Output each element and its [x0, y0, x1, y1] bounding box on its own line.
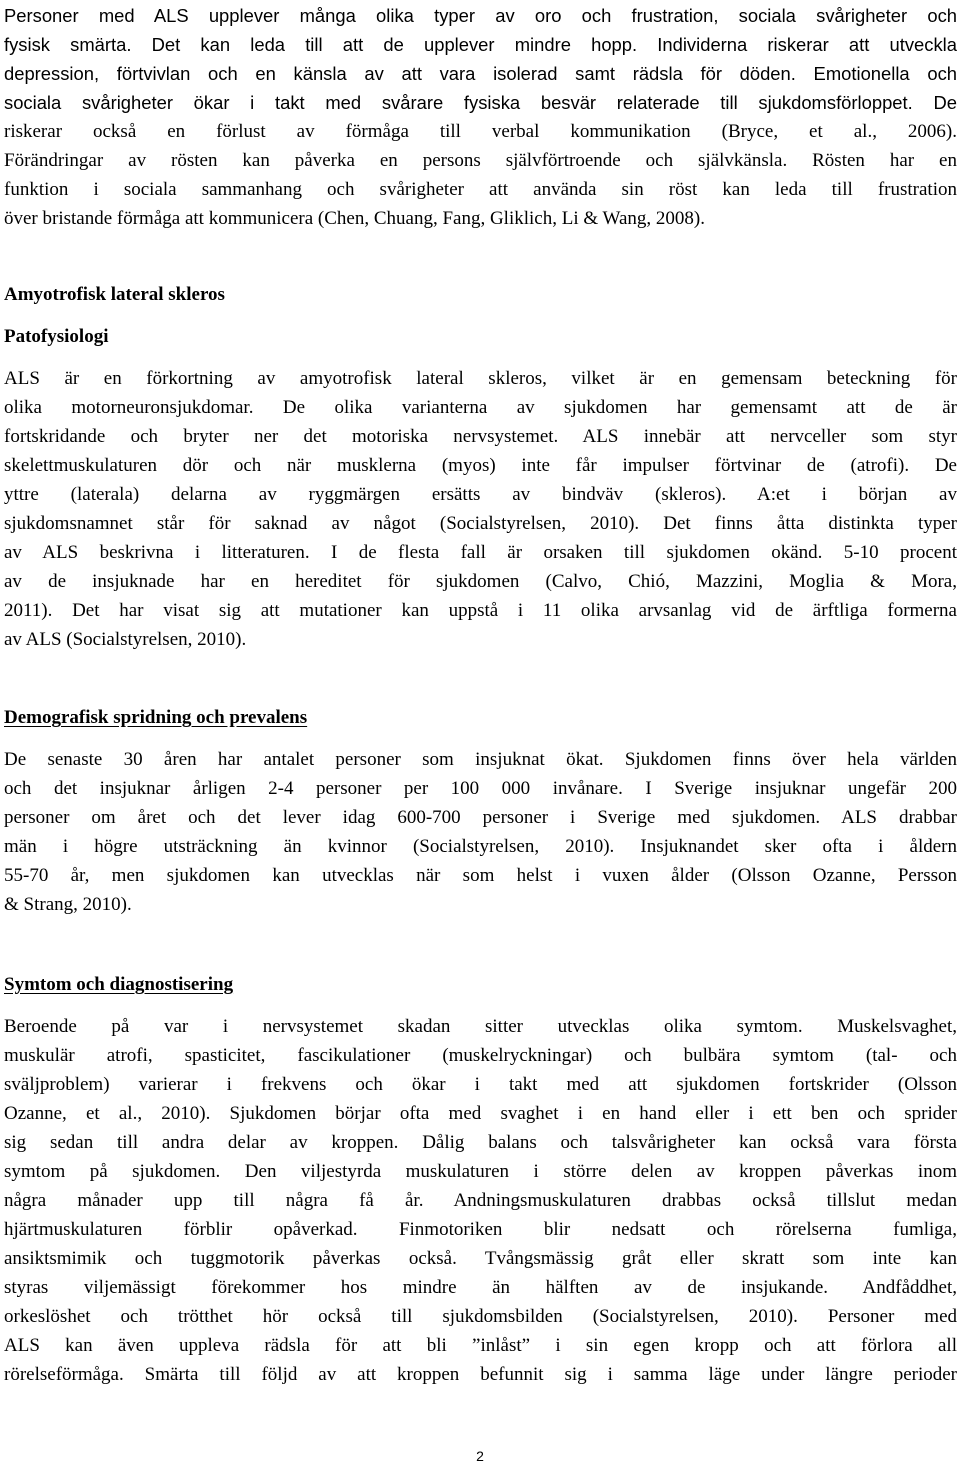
paragraph-line: sväljproblem) varierar i frekvens och ökar i takt med att sjukdomen fortskrider (Olsson	[4, 1074, 957, 1095]
page-number: 2	[476, 1448, 484, 1464]
paragraph-line: 2011). Det har visat sig att mutationer kan uppstå i 11 olika arvsanlag vid de ärftliga formerna	[4, 600, 957, 621]
section-demografi	[4, 703, 957, 919]
intro-line: Förändringar av rösten kan påverka en persons självförtroende och självkänsla. Rösten har en	[4, 150, 957, 171]
paragraph-line: skelettmuskulaturen dör och när musklerna (myos) inte får impulser förtvinar de (atrofi). De	[4, 455, 957, 476]
paragraph-line: sjukdomsnamnet står för saknad av något (Socialstyrelsen, 2010). Det finns åtta distinkta typer	[4, 513, 957, 534]
section-demografi-paragraph	[4, 745, 957, 919]
paragraph-line: hjärtmuskulaturen förblir opåverkad. Finmotoriken blir nedsatt och rörelserna fumliga,	[4, 1219, 957, 1240]
paragraph-line: ansiktsmimik och tuggmotorik påverkas också. Tvångsmässig gråt eller skratt som inte kan	[4, 1248, 957, 1269]
paragraph-line: några månader upp till några få år. Andningsmuskulaturen drabbas också tillslut medan	[4, 1190, 957, 1211]
intro-line: över bristande förmåga att kommunicera (Chen, Chuang, Fang, Gliklich, Li & Wang, 2008).	[4, 208, 705, 229]
section-heading: Demografisk spridning och prevalens	[4, 707, 308, 728]
paragraph-line: av de insjuknade har en hereditet för sjukdomen (Calvo, Chió, Mazzini, Moglia & Mora,	[4, 571, 957, 592]
paragraph-line: personer om året och det lever idag 600-700 personer i Sverige med sjukdomen. ALS drabbar	[4, 807, 957, 828]
section-symtom-paragraph	[4, 1012, 957, 1389]
intro-line: Personer med ALS upplever många olika typer av oro och frustration, sociala svårigheter och	[4, 5, 957, 26]
paragraph-line: orkeslöshet och trötthet hör också till sjukdomsbilden (Socialstyrelsen, 2010). Personer med	[4, 1306, 957, 1327]
paragraph-line: symtom på sjukdomen. Den viljestyrda muskulaturen i större delen av kroppen påverkas inom	[4, 1161, 957, 1182]
intro-line: funktion i sociala sammanhang och svårigheter att använda sin röst kan leda till frustration	[4, 179, 957, 200]
paragraph-line: sig sedan till andra delar av kroppen. Dålig balans och talsvårigheter kan också vara första	[4, 1132, 957, 1153]
section-heading: Amyotrofisk lateral skleros	[4, 284, 225, 305]
paragraph-line: Ozanne, et al., 2010). Sjukdomen börjar ofta med svaghet i en hand eller i ett ben och sprider	[4, 1103, 957, 1124]
paragraph-line: ALS är en förkortning av amyotrofisk lateral skleros, vilket är en gemensam beteckning för	[4, 368, 957, 389]
section-symtom	[4, 970, 957, 1389]
paragraph-line: Beroende på var i nervsystemet skadan sitter utvecklas olika symtom. Muskelsvaghet,	[4, 1016, 957, 1037]
paragraph-line: & Strang, 2010).	[4, 894, 132, 915]
paragraph-line: 55-70 år, men sjukdomen kan utvecklas när som helst i vuxen ålder (Olsson Ozanne, Persson	[4, 865, 957, 886]
section-als-paragraph	[4, 364, 957, 654]
section-als	[4, 280, 957, 654]
paragraph-line: De senaste 30 åren har antalet personer som insjuknat ökat. Sjukdomen finns över hela världen	[4, 749, 957, 770]
intro-paragraph	[4, 1, 957, 233]
intro-line: fysisk smärta. Det kan leda till att de upplever mindre hopp. Individerna riskerar att utveckla	[4, 34, 957, 55]
paragraph-line: fortskridande och bryter ner det motoriska nervsystemet. ALS innebär att nervceller som styr	[4, 426, 957, 447]
paragraph-line: yttre (laterala) delarna av ryggmärgen ersätts av bindväv (skleros). A:et i början av	[4, 484, 957, 505]
paragraph-line: muskulär atrofi, spasticitet, fascikulationer (muskelryckningar) och bulbära symtom (tal- och	[4, 1045, 957, 1066]
section-subheading: Patofysiologi	[4, 326, 109, 347]
paragraph-line: styras viljemässigt förekommer hos mindre än hälften av de insjukande. Andfåddhet,	[4, 1277, 957, 1298]
section-heading: Symtom och diagnostisering	[4, 974, 234, 995]
intro-line: riskerar också en förlust av förmåga till verbal kommunikation (Bryce, et al., 2006).	[4, 121, 957, 142]
intro-line: sociala svårigheter ökar i takt med svårare fysiska besvär relaterade till sjukdomsförloppet. De	[4, 92, 957, 113]
paragraph-line: av ALS (Socialstyrelsen, 2010).	[4, 629, 247, 650]
paragraph-line: män i högre utsträckning än kvinnor (Socialstyrelsen, 2010). Insjuknandet sker ofta i åldern	[4, 836, 957, 857]
paragraph-line: och det insjuknar årligen 2-4 personer per 100 000 invånare. I Sverige insjuknar ungefär 200	[4, 778, 957, 799]
paragraph-line: av ALS beskrivna i litteraturen. I de flesta fall är orsaken till sjukdomen okänd. 5-10 procent	[4, 542, 957, 563]
paragraph-line: olika motorneuronsjukdomar. De olika varianterna av sjukdomen har gemensamt att de är	[4, 397, 957, 418]
intro-line: depression, förtvivlan och en känsla av att vara isolerad samt rädsla för döden. Emotionella och	[4, 63, 957, 84]
paragraph-line: ALS kan även uppleva rädsla för att bli ”inlåst” i sin egen kropp och att förlora all	[4, 1335, 957, 1356]
paragraph-line: rörelseförmåga. Smärta till följd av att kroppen befunnit sig i samma läge under längre perioder	[4, 1364, 957, 1385]
